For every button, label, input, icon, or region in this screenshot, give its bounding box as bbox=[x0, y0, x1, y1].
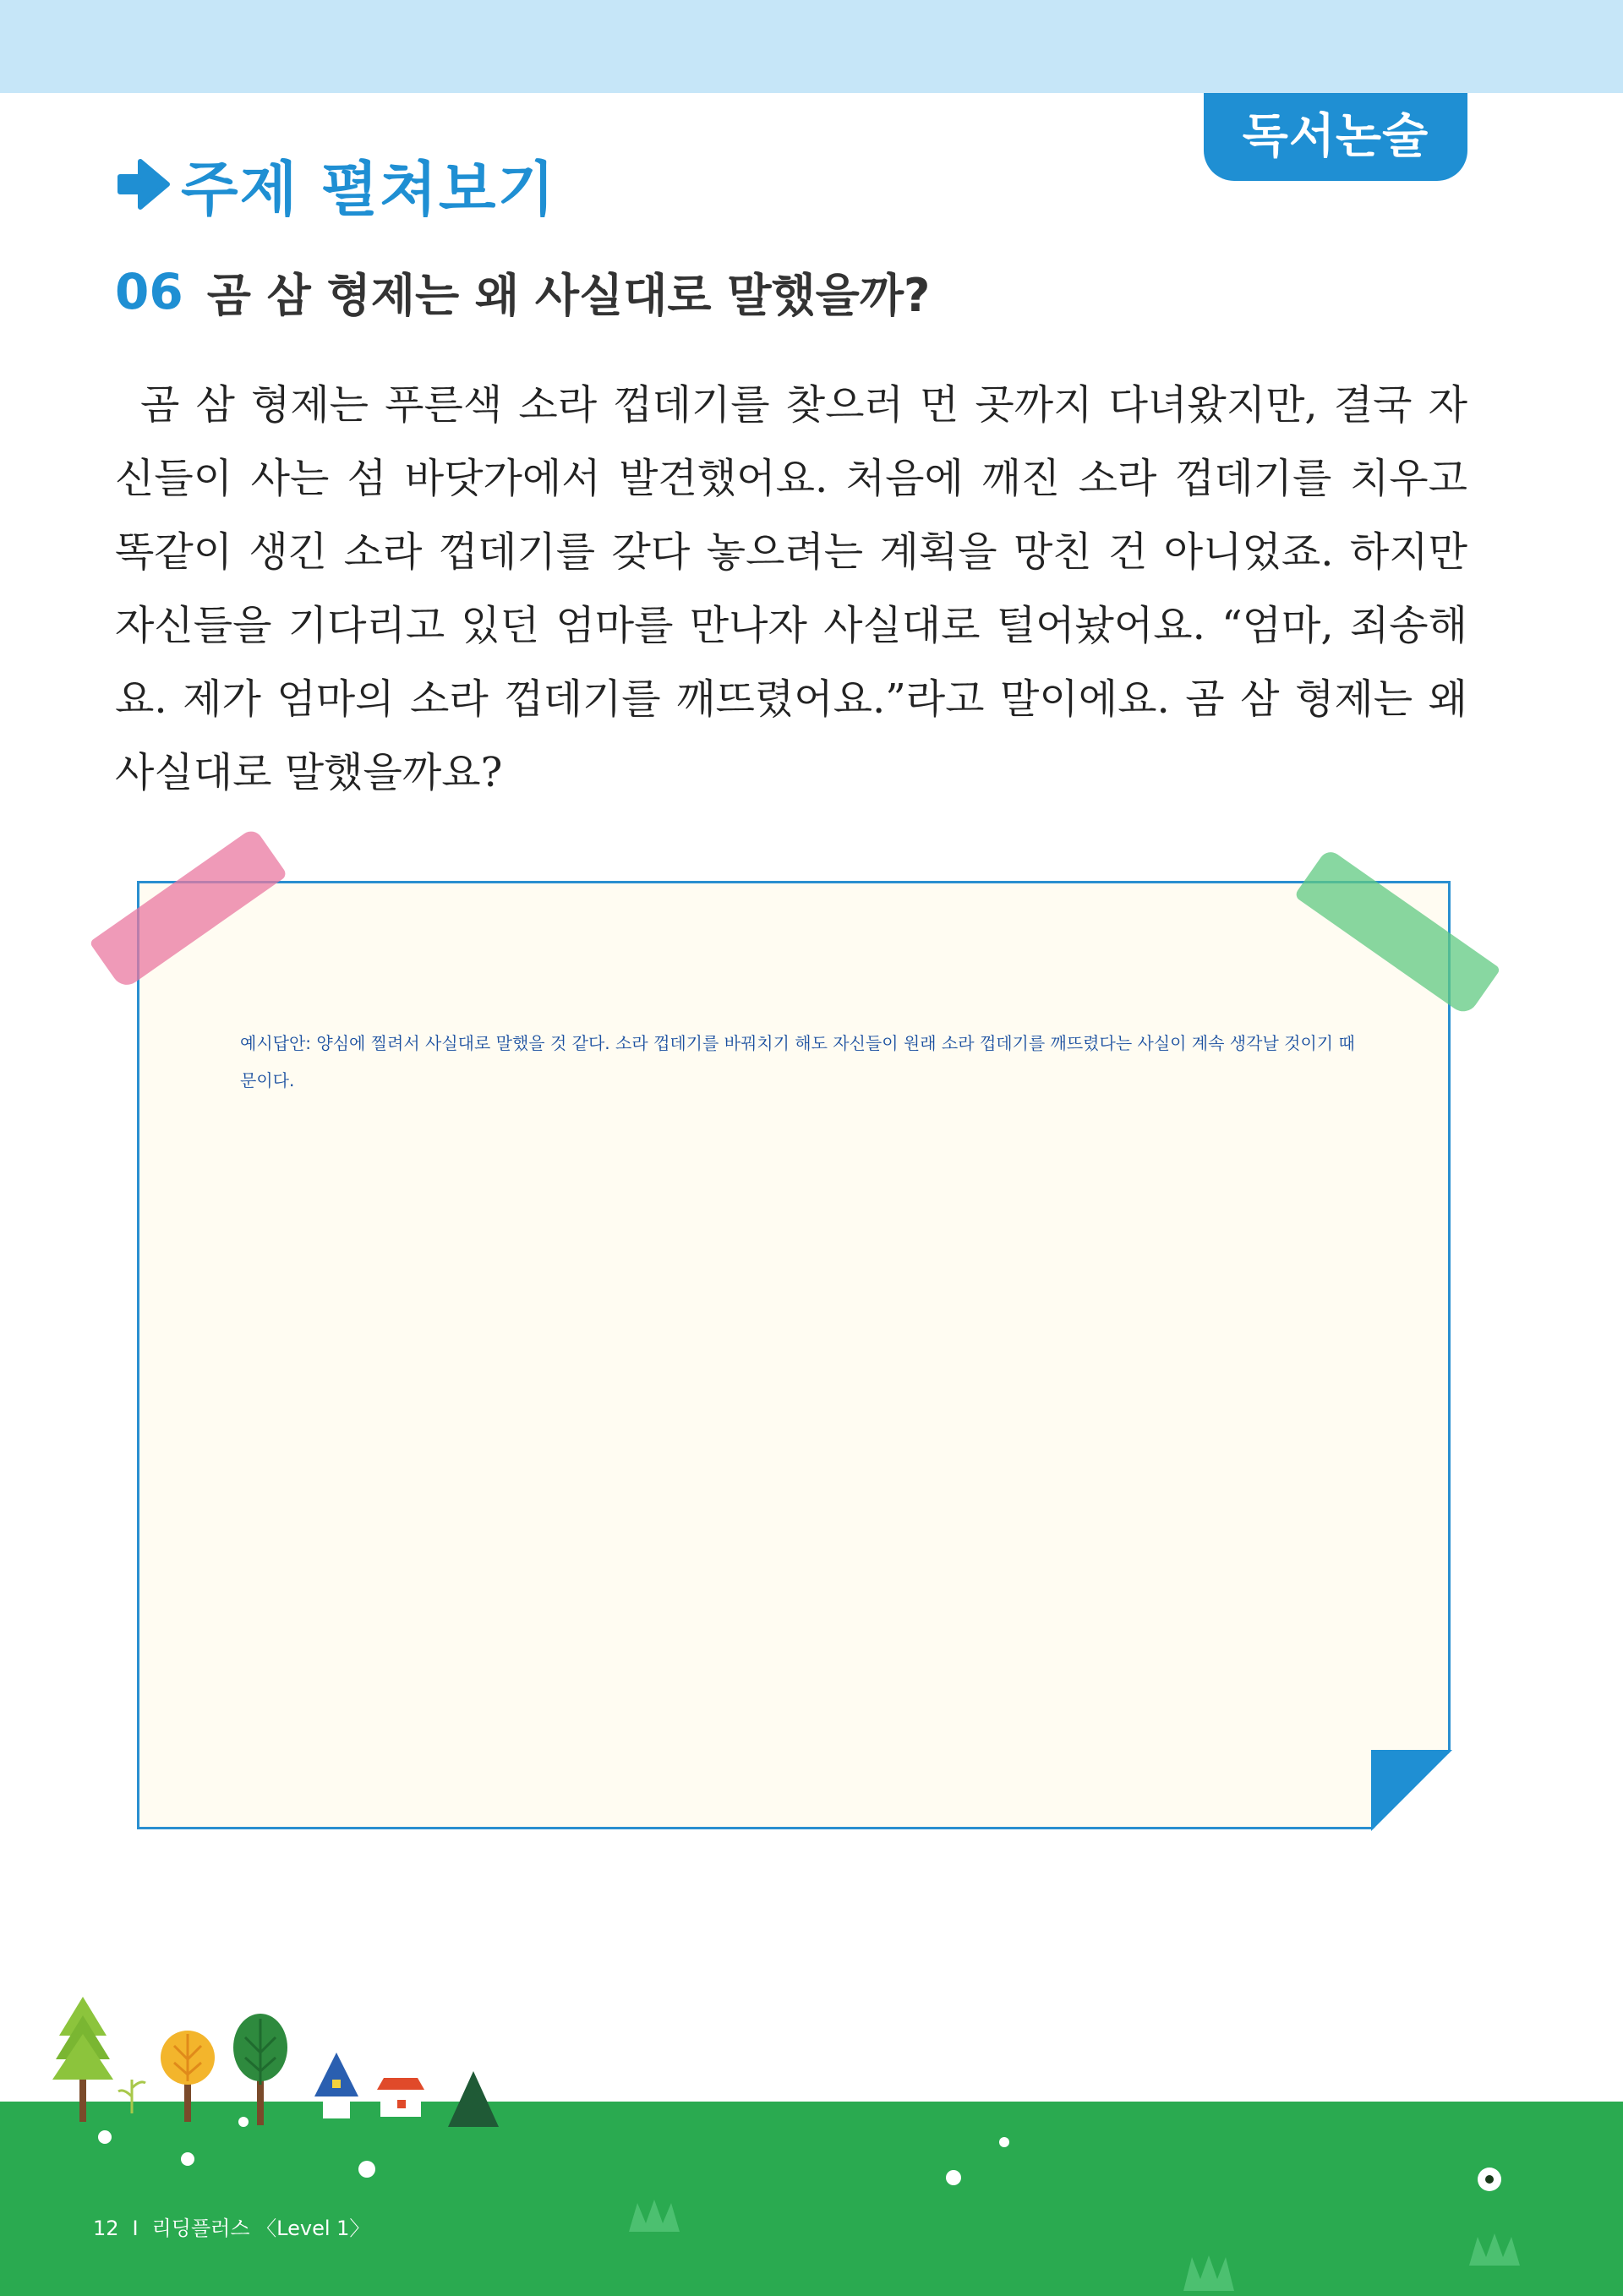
passage-text: 곰 삼 형제는 푸른색 소라 껍데기를 찾으러 먼 곳까지 다녀왔지만, 결국 자신들이 사는 섬 바닷가에서 발견했어요. 처음에 깨진 소라 껍데기를 치우고 똑같이 생긴 소라 껍데기를 갖다 놓으려는 계획을 망친 건 아니었죠. 하지만 자신들을 기다리고 있던 엄마를 만나자 사실대로 털어놨어요. “엄마, 죄송해요. 제가 엄마의 소라 껍데기를 깨뜨렸어요.”라고 말이에요. 곰 삼 형제는 왜 사실대로 말했을까요? bbox=[115, 381, 1467, 796]
arrow-right-icon bbox=[115, 155, 171, 214]
example-answer-text: 예시답안: 양심에 찔려서 사실대로 말했을 것 같다. 소라 껍데기를 바꿔치기 해도 자신들이 원래 소라 껍데기를 깨뜨렸다는 사실이 계속 생각날 것이기 때문이다. bbox=[240, 1033, 1355, 1091]
answer-note-box bbox=[137, 881, 1451, 1829]
footer-separator: I bbox=[132, 2217, 139, 2240]
page-number: 12 bbox=[93, 2217, 119, 2240]
book-title: 리딩플러스 〈Level 1〉 bbox=[151, 2217, 370, 2240]
question-text: 곰 삼 형제는 왜 사실대로 말했을까? bbox=[206, 268, 931, 322]
section-title: 주제 펼쳐보기 bbox=[181, 154, 557, 224]
page-footer bbox=[93, 2211, 369, 2245]
red-house-icon bbox=[377, 2078, 424, 2117]
question-heading bbox=[115, 254, 930, 330]
dark-pine-icon bbox=[448, 2071, 499, 2127]
question-number: 06 bbox=[115, 263, 183, 320]
top-band bbox=[0, 0, 1623, 93]
footer-landscape-illustration bbox=[0, 1978, 1623, 2296]
section-heading bbox=[115, 142, 556, 227]
category-badge: 독서논술 bbox=[1204, 93, 1467, 181]
page-curl-icon bbox=[1371, 1750, 1452, 1831]
